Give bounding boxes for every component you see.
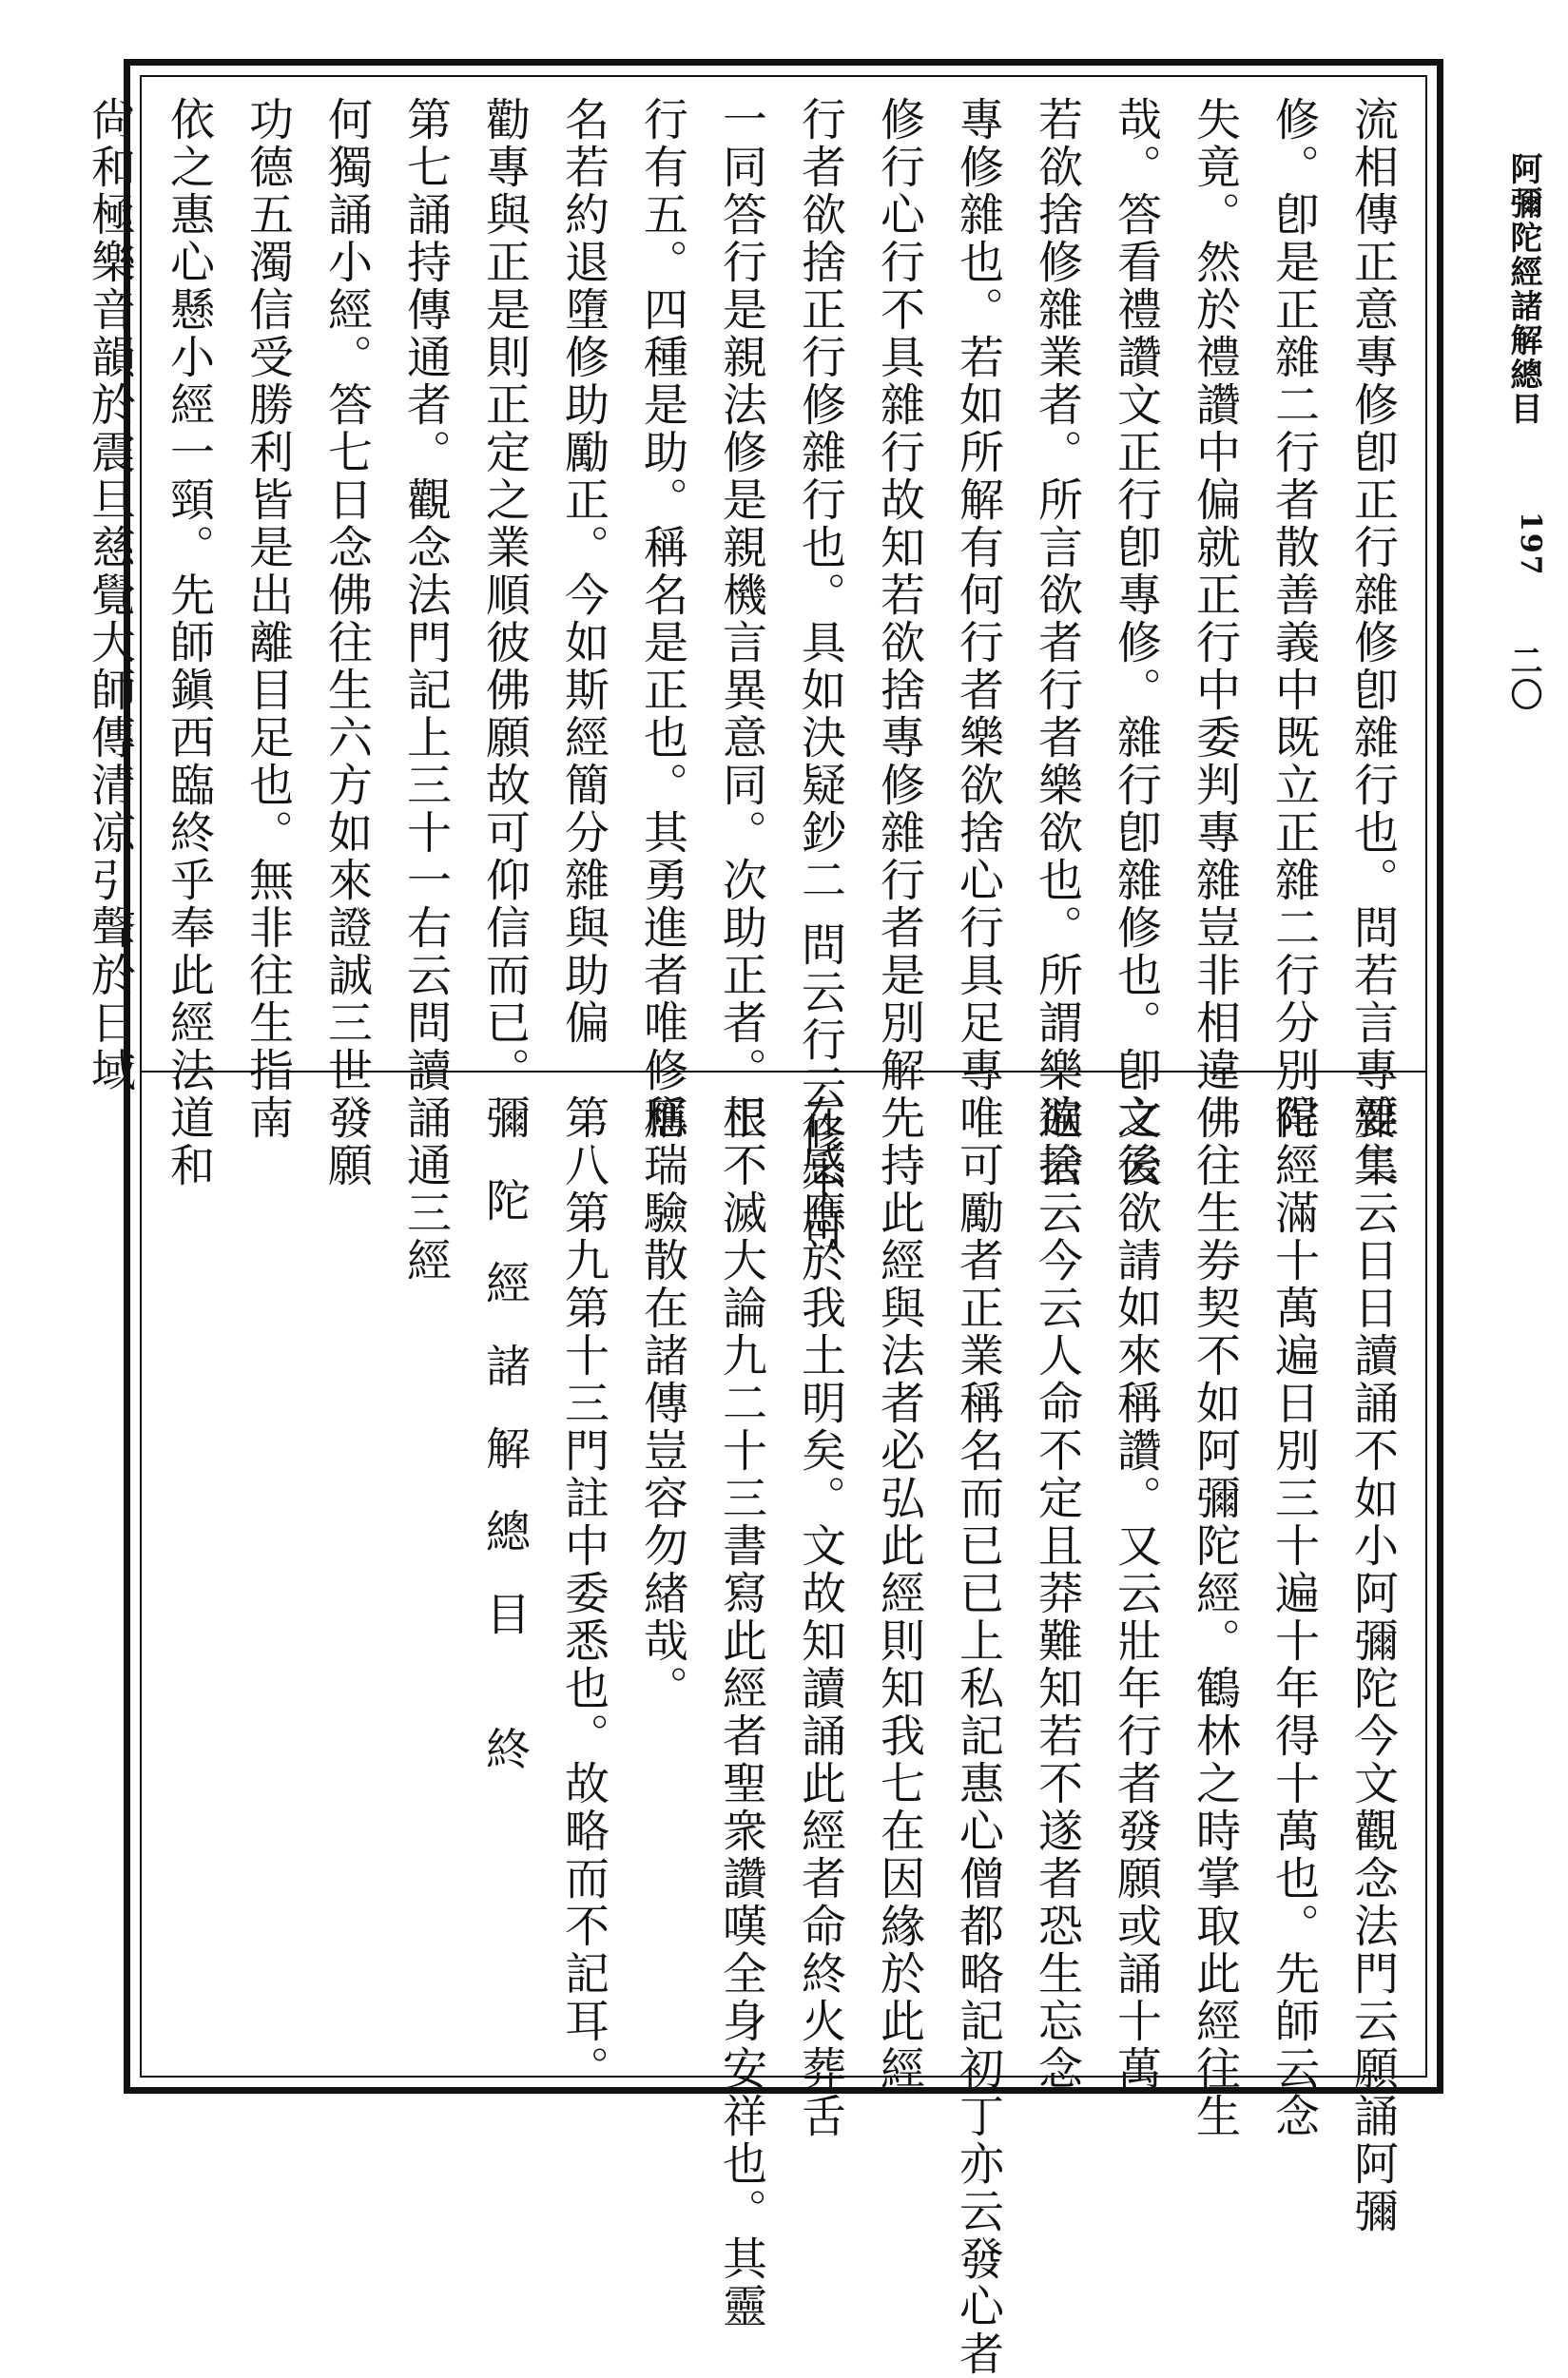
text-column: 修。卽是正雜二行者散善義中既立正雜二行分別得	[1268, 96, 1320, 1142]
text-column: 根不滅大論九二十三書寫此經者聖衆讚嘆全身安祥也。其靈	[715, 1094, 767, 2330]
text-column: 失竟。然於禮讚中偏就正行中委判專雜豈非相違	[1189, 96, 1241, 1094]
text-column: 之後欲請如來稱讚。又云壯年行者發願或誦十萬	[1110, 1094, 1162, 2093]
text-column: 流相傳正意專修卽正行雜修卽雜行也。問若言專雜二	[1346, 96, 1399, 1189]
text-column: 第八第九第十三門註中委悉也。故略而不記耳。	[557, 1094, 610, 2093]
text-column: 先持此經與法者必弘此經則知我七在因緣於此經	[873, 1094, 925, 2093]
text-column: 勸專與正是則正定之業順彼佛願故可仰信而已。	[478, 96, 531, 1094]
section-divider	[142, 1071, 1425, 1073]
lower-text-panel	[163, 1094, 1404, 2378]
text-column: 應瑞驗散在諸傳豈容勿緖哉。	[636, 1094, 688, 1712]
text-column: 行有五。四種是助。稱名是正也。其勇進者唯修稱	[636, 96, 688, 1142]
running-head-folio: 二〇	[1504, 643, 1542, 712]
text-column: 行者欲捨正行修雜行也。具如決疑鈔二 問云行云修不可	[794, 96, 846, 1254]
text-column: 功德五濁信受勝利皆是出離目足也。無非往生指南	[242, 96, 294, 1142]
text-column: 依之惠心懸小經一頸。先師鎭西臨終乎奉此經法道和	[163, 96, 215, 1189]
text-column: 陀經滿十萬遍日別三十遍十年得十萬也。先師云念	[1268, 1094, 1320, 2140]
text-column: 要集云日日讀誦不如小阿彌陀今文觀念法門云願誦阿彌	[1346, 1094, 1399, 2235]
text-column: 名若約退墮修助勵正。今如斯經簡分雜與助偏	[557, 96, 610, 1047]
text-column: 尙和極樂音韻於震旦慈覺大師傳清凉引聲於日域	[84, 96, 136, 1094]
text-column: 一同答行是親法修是親機言異意同。次助正者。正	[715, 96, 767, 1142]
text-column: 修行心行不具雜行故知若欲捨專修雜行者是別解	[873, 96, 925, 1094]
text-column: 何獨誦小經。答七日念佛往生六方如來證誠三世發願	[320, 96, 373, 1189]
running-head	[1486, 152, 1547, 1483]
text-column: 哉。答看禮讚文正行卽專修。雜行卽雜修也。卽文云	[1110, 96, 1162, 1189]
page-frame	[84, 59, 1443, 2378]
text-column: 在感應於我土明矣。文故知讀誦此經者命終火葬舌	[794, 1094, 846, 2140]
text-column: 若欲捨修雜業者。所言欲者行者樂欲也。所謂樂欲捨	[1031, 96, 1083, 1189]
text-column: 唯可勵者正業稱名而已已上私記惠心僧都略記初丁亦云發心者	[952, 1094, 1004, 2378]
text-column: 專修雜也。若如所解有何行者樂欲捨心行具足專	[952, 96, 1004, 1094]
running-head-title: 阿彌陀經諸解總目	[1504, 152, 1542, 426]
text-column: 佛往生券契不如阿彌陀經。鶴林之時掌取此經往生	[1189, 1094, 1241, 2140]
text-column: 遍云云今云人命不定且莽難知若不遂者恐生忘念	[1031, 1094, 1083, 2093]
upper-text-panel	[84, 96, 1404, 1285]
text-column: 第七誦持傳通者。觀念法門記上三十一右云問讀誦通三經	[399, 96, 452, 1285]
page-frame-inner	[84, 75, 1427, 2378]
closing-title: 彌陀經諸解總目 終	[478, 1094, 531, 1808]
running-head-page-number: 197	[1514, 512, 1547, 577]
